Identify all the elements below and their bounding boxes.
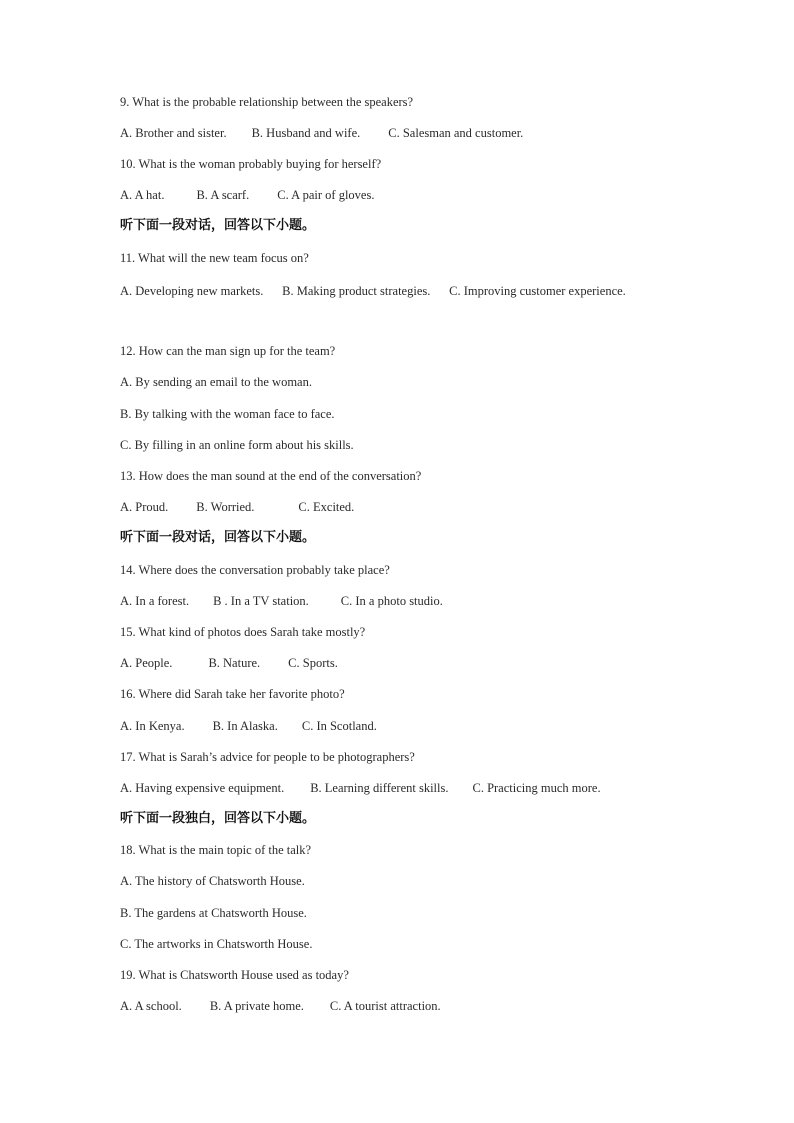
option-a: A. By sending an email to the woman. <box>120 375 312 389</box>
option-c: C. Practicing much more. <box>472 781 601 795</box>
question-16-options <box>120 718 377 734</box>
option-a: A. Proud. <box>120 500 169 514</box>
option-b: B. Worried. <box>196 500 255 514</box>
section-heading: 听下面一段对话，回答以下小题。 <box>120 218 316 233</box>
option-a: A. People. <box>120 656 173 670</box>
question-14-options <box>120 593 443 609</box>
question-16: 16. Where did Sarah take her favorite photo? <box>120 687 345 701</box>
option-a: A. In a forest. <box>120 594 190 608</box>
option-b: B. The gardens at Chatsworth House. <box>120 906 307 920</box>
option-c: C. A pair of gloves. <box>277 188 375 202</box>
question-10: 10. What is the woman probably buying for herself? <box>120 157 382 171</box>
question-9-options <box>120 125 523 141</box>
option-b: B. By talking with the woman face to face. <box>120 407 335 421</box>
option-b: B. In Alaska. <box>212 719 278 733</box>
option-c: C. In Scotland. <box>301 719 377 733</box>
question-10-options <box>120 187 374 203</box>
option-a: A. A school. <box>120 999 182 1013</box>
option-b: B. Nature. <box>208 656 261 670</box>
question-11-options <box>120 281 630 302</box>
option-c: C. A tourist attraction. <box>329 999 441 1013</box>
option-c: C. Improving customer experience. <box>449 284 626 298</box>
question-9: 9. What is the probable relationship between the speakers? <box>120 95 414 109</box>
question-15: 15. What kind of photos does Sarah take mostly? <box>120 625 366 639</box>
section-heading: 听下面一段独白，回答以下小题。 <box>120 811 316 826</box>
option-b: B. Husband and wife. <box>251 126 361 140</box>
question-15-options <box>120 655 338 671</box>
option-b: B . In a TV station. <box>213 594 309 608</box>
option-a: A. Brother and sister. <box>120 126 227 140</box>
question-12: 12. How can the man sign up for the team? <box>120 344 336 358</box>
question-13: 13. How does the man sound at the end of the conversation? <box>120 469 422 483</box>
option-b: B. Learning different skills. <box>310 781 449 795</box>
option-a: A. A hat. <box>120 188 165 202</box>
option-c: C. Salesman and customer. <box>388 126 524 140</box>
option-b: B. A private home. <box>209 999 304 1013</box>
question-14: 14. Where does the conversation probably take place? <box>120 563 390 577</box>
option-a: A. In Kenya. <box>120 719 185 733</box>
option-c: C. In a photo studio. <box>340 594 443 608</box>
option-c: C. Sports. <box>288 656 338 670</box>
question-19: 19. What is Chatsworth House used as today? <box>120 968 349 982</box>
option-b: B. A scarf. <box>196 188 250 202</box>
option-a: A. The history of Chatsworth House. <box>120 874 305 888</box>
section-heading: 听下面一段对话，回答以下小题。 <box>120 530 316 545</box>
question-18: 18. What is the main topic of the talk? <box>120 843 312 857</box>
option-c: C. Excited. <box>298 500 355 514</box>
question-17: 17. What is Sarah’s advice for people to be photographers? <box>120 750 415 764</box>
option-a: A. Having expensive equipment. <box>120 781 285 795</box>
option-c: C. The artworks in Chatsworth House. <box>120 937 313 951</box>
option-a: A. Developing new markets. <box>120 284 264 298</box>
question-19-options <box>120 998 441 1014</box>
question-17-options <box>120 780 601 796</box>
question-13-options <box>120 499 354 515</box>
question-11: 11. What will the new team focus on? <box>120 251 309 265</box>
option-b: B. Making product strategies. <box>282 284 431 298</box>
option-c: C. By filling in an online form about his skills. <box>120 438 354 452</box>
